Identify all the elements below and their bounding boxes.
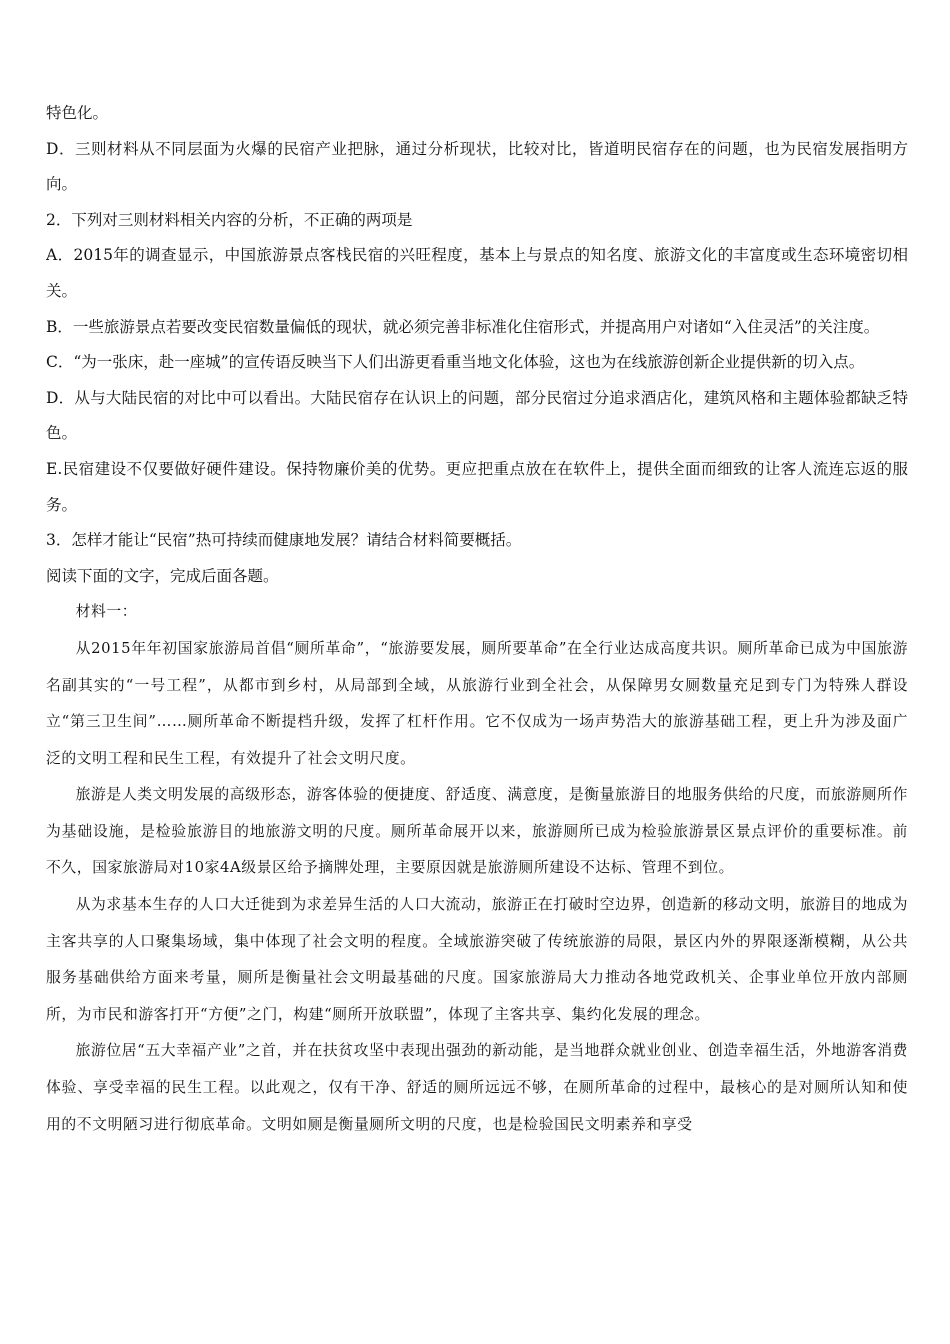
question-2-option-c: C．“为一张床，赴一座城”的宣传语反映当下人们出游更看重当地文化体验，这也为在线旅游创新企业提供新的切入点。 — [46, 353, 865, 372]
material-heading: 材料一： — [75, 603, 138, 621]
material-paragraph-3: 从为求基本生存的人口大迁徙到为求差异生活的人口大流动，旅游正在打破时空边界，创造新的移动文明，旅游目的地成为主客共享的人口聚集场域，集中体现了社会文明的程度。全域旅游突破了传统旅游的局限，景区内外的界限逐渐模糊，从公共服务基础供给方面来考量，厕所是衡量社会文明最基础的尺度。国家旅游局大力推动各地党政机关、企事业单位开放内部厕所，为市民和游客打开“方便”之门，构建“厕所开放联盟”，体现了主客共享、集约化发展的理念。 — [46, 896, 908, 1023]
document-body — [46, 96, 908, 1143]
material-paragraph-1: 从2015年年初国家旅游局首倡“厕所革命”，“旅游要发展，厕所要革命”在全行业达成高度共识。厕所革命已成为中国旅游名副其实的“一号工程”，从都市到乡村，从局部到全域，从旅游行业到全社会，从保障男女厕数量充足到专门为特殊人群设立“第三卫生间”……厕所革命不断提档升级，发挥了杠杆作用。它不仅成为一场声势浩大的旅游基础工程，更上升为涉及面广泛的文明工程和民生工程，有效提升了社会文明尺度。 — [46, 639, 908, 767]
question-2-option-a: A．2015年的调查显示，中国旅游景点客栈民宿的兴旺程度，基本上与景点的知名度、旅游文化的丰富度或生态环境密切相关。 — [46, 246, 908, 300]
material-paragraph-4: 旅游位居“五大幸福产业”之首，并在扶贫攻坚中表现出强劲的新动能，是当地群众就业创业、创造幸福生活，外地游客消费体验、享受幸福的民生工程。以此观之，仅有干净、舒适的厕所远远不够，在厕所革命的过程中，最核心的是对厕所认知和使用的不文明陋习进行彻底革命。文明如厕是衡量厕所文明的尺度，也是检验国民文明素养和享受 — [46, 1042, 908, 1133]
option-d-summary: D．三则材料从不同层面为火爆的民宿产业把脉，通过分析现状，比较对比，皆道明民宿存在的问题，也为民宿发展指明方向。 — [46, 139, 908, 194]
reading-instruction: 阅读下面的文字，完成后面各题。 — [46, 566, 279, 585]
question-2-option-d: D．从与大陆民宿的对比中可以看出。大陆民宿存在认识上的问题，部分民宿过分追求酒店化，建筑风格和主题体验都缺乏特色。 — [46, 388, 908, 443]
question-2-option-e: E.民宿建设不仅要做好硬件建设。保持物廉价美的优势。更应把重点放在在软件上，提供全面而细致的让客人流连忘返的服务。 — [46, 459, 908, 514]
question-2: 2．下列对三则材料相关内容的分析，不正确的两项是 — [46, 210, 413, 229]
question-3: 3．怎样才能让“民宿”热可持续而健康地发展？请结合材料简要概括。 — [46, 531, 522, 550]
question-2-option-b: B．一些旅游景点若要改变民宿数量偏低的现状，就必须完善非标准化住宿形式，并提高用户对诸如“入住灵活”的关注度。 — [46, 317, 880, 336]
continuation-line: 特色化。 — [46, 104, 109, 122]
material-paragraph-2: 旅游是人类文明发展的高级形态，游客体验的便捷度、舒适度、满意度，是衡量旅游目的地服务供给的尺度，而旅游厕所作为基础设施，是检验旅游目的地旅游文明的尺度。厕所革命展开以来，旅游厕所已成为检验旅游景区景点评价的重要标准。前不久，国家旅游局对10家4A级景区给予摘牌处理，主要原因就是旅游厕所建设不达标、管理不到位。 — [46, 786, 908, 877]
